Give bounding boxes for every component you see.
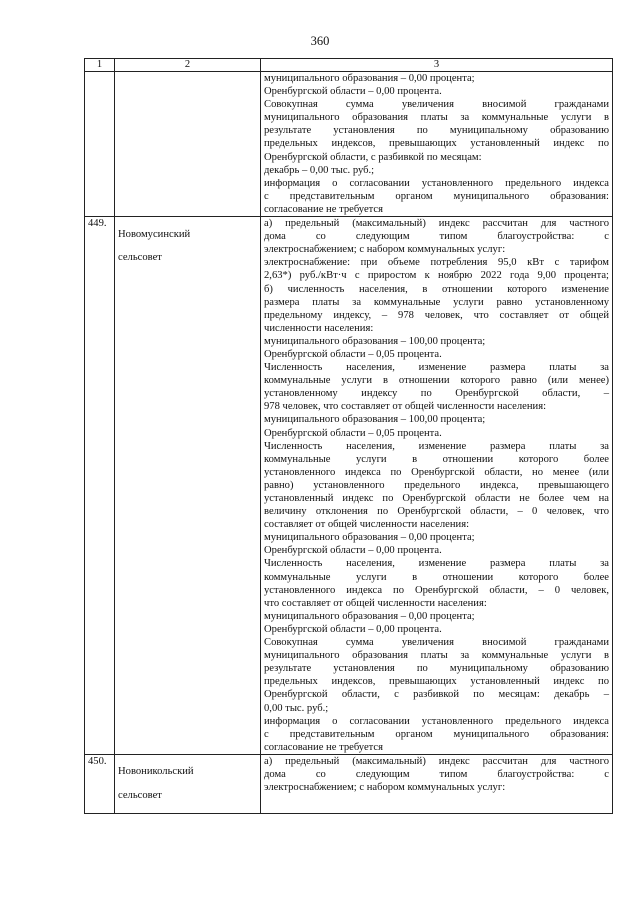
text-line: Оренбургской области – 0,00 процента. bbox=[264, 623, 442, 635]
text-line: равно) установленного предельного индекса, превышающего bbox=[264, 479, 609, 491]
text-line: установленный индекс по Оренбургской области не более чем на bbox=[264, 493, 609, 504]
text-line: 0,00 тыс. руб.; bbox=[264, 702, 329, 714]
row-number-cell bbox=[85, 72, 115, 217]
indices-table bbox=[84, 58, 613, 814]
text-line: муниципального образования – 0,00 процента; bbox=[264, 532, 475, 544]
text-line: а) предельный (максимальный) индекс рассчитан для частного bbox=[264, 218, 609, 230]
text-line: сельсовет bbox=[118, 252, 162, 264]
text-line: Оренбургской области, с разбивкой по месяцам: bbox=[264, 151, 482, 163]
text-line: муниципального образования – 0,00 процента; bbox=[264, 610, 475, 622]
text-line: согласование не требуется bbox=[264, 741, 384, 753]
text-line: Оренбургской области – 0,00 процента. bbox=[264, 545, 442, 557]
text-line: 978 человек, что составляет от общей численности населения: bbox=[264, 401, 547, 413]
text-line: установленного индекса по Оренбургской области, – 0 человек, bbox=[264, 584, 609, 596]
row-content bbox=[261, 754, 613, 813]
text-line: электроснабжением; с набором коммунальных услуг: bbox=[264, 782, 506, 794]
text-line: дома со следующим типом благоустройства: с bbox=[264, 231, 609, 243]
text-line: коммунальные услуги в отношении которого более bbox=[264, 453, 609, 465]
row-content bbox=[261, 72, 613, 217]
text-line: Численность населения, изменение размера платы за bbox=[264, 362, 609, 374]
text-line: что составляет от общей численности населения: bbox=[264, 597, 487, 609]
text-line: Совокупная сумма увеличения вносимой гражданами bbox=[264, 637, 609, 649]
text-line: с представительным органом муниципального образования: bbox=[264, 728, 609, 740]
header-col-2: 2 bbox=[115, 59, 261, 72]
text-line: Оренбургской области – 0,00 процента. bbox=[264, 86, 442, 98]
text-line: муниципального образования – 0,00 процента; bbox=[264, 73, 475, 84]
text-line: с представительным органом муниципального образования: bbox=[264, 190, 609, 202]
text-line: Численность населения, изменение размера платы за bbox=[264, 558, 609, 570]
text-line: дома со следующим типом благоустройства: с bbox=[264, 768, 609, 780]
table-row-450 bbox=[85, 754, 613, 813]
text-line: информация о согласовании установленного предельного индекса bbox=[264, 177, 609, 189]
text-line: согласование не требуется bbox=[264, 203, 384, 215]
text-line: муниципального образования – 100,00 процента; bbox=[264, 335, 486, 347]
text-line: Оренбургской области – 0,05 процента. bbox=[264, 427, 442, 439]
text-line: Новомусинский bbox=[118, 228, 191, 240]
row-number: 449. bbox=[85, 217, 115, 755]
page-number: 360 bbox=[310, 34, 330, 48]
table-header-row bbox=[85, 59, 613, 72]
text-line: установленному индексу по Оренбургской области, – bbox=[264, 388, 609, 400]
text-line: результате установления по муниципальному образованию bbox=[264, 125, 609, 137]
text-line: результате установления по муниципальному образованию bbox=[264, 663, 609, 675]
text-line: Новоникольский bbox=[118, 766, 194, 778]
text-line: муниципального образования – 100,00 процента; bbox=[264, 414, 486, 426]
text-line: электроснабжением; с набором коммунальных услуг: bbox=[264, 244, 506, 256]
municipality-name bbox=[115, 754, 261, 813]
text-line: Численность населения, изменение размера платы за bbox=[264, 440, 609, 452]
text-line: величину отклонения по Оренбургской области, – 0 человек, что bbox=[264, 506, 609, 518]
municipality-cell bbox=[115, 72, 261, 217]
text-line: предельному индексу, – 978 человек, что составляет от общей bbox=[264, 309, 609, 321]
text-line: а) предельный (максимальный) индекс рассчитан для частного bbox=[264, 755, 609, 767]
row-content bbox=[261, 217, 613, 755]
text-line: коммунальные услуги в отношении которого более bbox=[264, 571, 609, 583]
row-number: 450. bbox=[85, 754, 115, 813]
text-line: муниципального образования платы за коммунальные услуги в bbox=[264, 650, 609, 662]
text-line: установленного индекса по Оренбургской области, но менее (или bbox=[264, 466, 609, 478]
text-line: б) численность населения, в отношении которого изменение bbox=[264, 283, 609, 295]
text-line: коммунальные услуги в отношении которого равно (или менее) bbox=[264, 375, 609, 387]
text-line: муниципального образования платы за коммунальные услуги в bbox=[264, 112, 609, 124]
text-line: предельных индексов, превышающих установленный индекс по bbox=[264, 138, 609, 150]
text-line: информация о согласовании установленного предельного индекса bbox=[264, 715, 609, 727]
municipality-name bbox=[115, 217, 261, 755]
text-line: Оренбургской области – 0,05 процента. bbox=[264, 348, 442, 360]
text-line: сельсовет bbox=[118, 790, 162, 802]
text-line: численности населения: bbox=[264, 322, 374, 334]
table-row-449 bbox=[85, 217, 613, 755]
text-line: составляет от общей численности населения: bbox=[264, 519, 470, 531]
header-col-1: 1 bbox=[85, 59, 115, 72]
text-line: размера платы за коммунальные услуги равно установленному bbox=[264, 296, 609, 308]
table-row-continuation bbox=[85, 72, 613, 217]
text-line: электроснабжение: при объеме потребления 95,0 кВт с тарифом bbox=[264, 257, 609, 269]
text-line: Совокупная сумма увеличения вносимой гражданами bbox=[264, 99, 609, 111]
text-line: декабрь – 0,00 тыс. руб.; bbox=[264, 164, 375, 176]
text-line: 2,63*) руб./кВт·ч с приростом к ноябрю 2022 года 9,00 процента; bbox=[264, 270, 609, 282]
text-line: предельных индексов, превышающих установленный индекс по bbox=[264, 676, 609, 688]
header-col-3: 3 bbox=[261, 59, 613, 72]
text-line: Оренбургской области, с разбивкой по месяцам: декабрь – bbox=[264, 689, 609, 701]
